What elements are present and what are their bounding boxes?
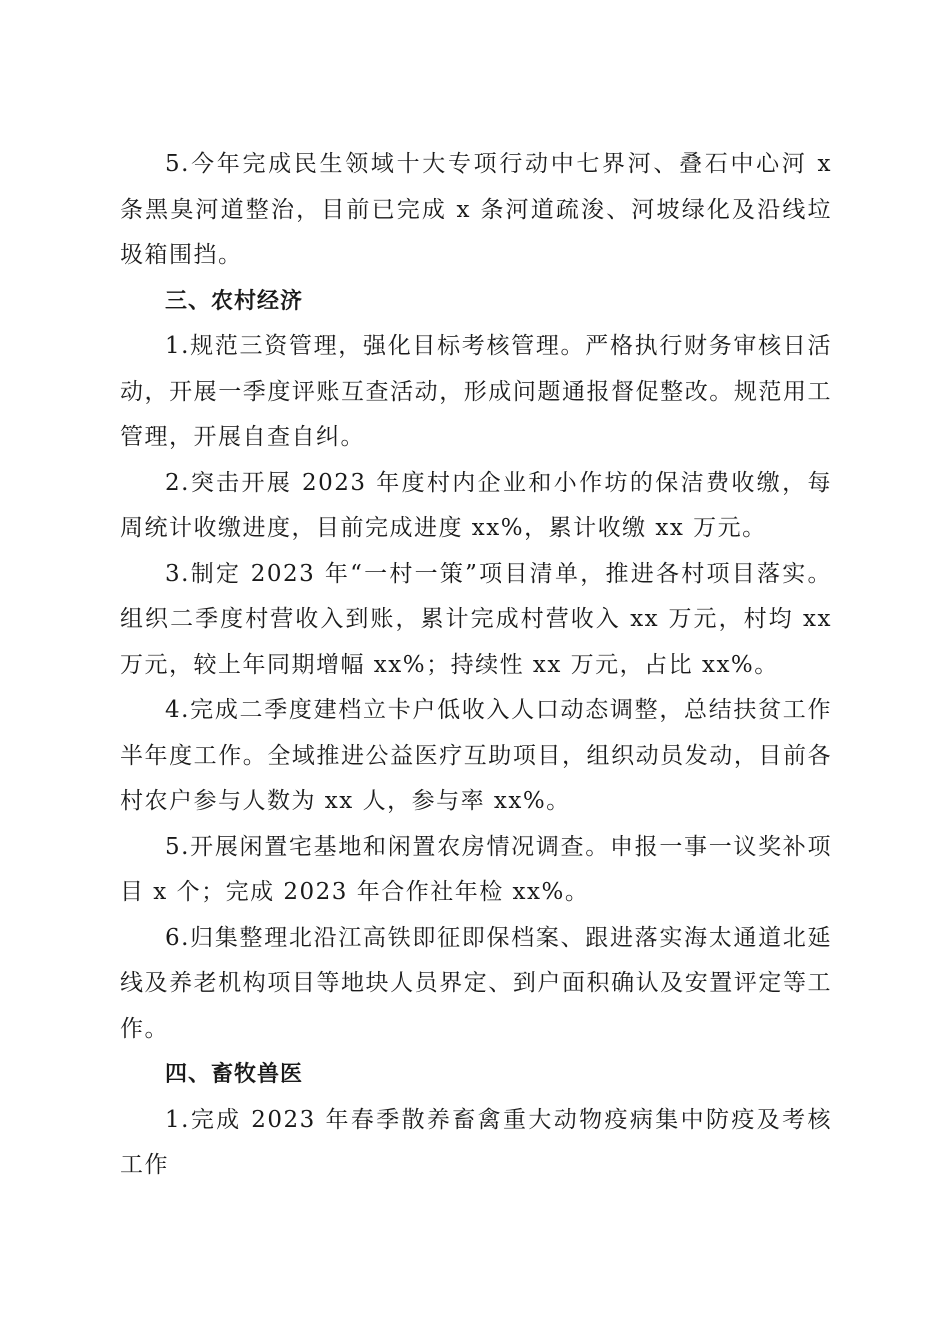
paragraph-low-income-adjustment: 4.完成二季度建档立卡户低收入人口动态调整，总结扶贫工作半年度工作。全域推进公益医疗互助项目，组织动员发动，目前各村农户参与人数为 xx 人，参与率 xx%。 — [120, 697, 832, 814]
section-heading-animal-husbandry: 四、畜牧兽医 — [165, 1062, 304, 1087]
paragraph-spring-epidemic-prevention: 1.完成 2023 年春季散养畜禽重大动物疫病集中防疫及考核工作 — [120, 1106, 832, 1178]
paragraph-one-village-one-policy: 3.制定 2023 年“一村一策”项目清单，推进各村项目落实。组织二季度村营收入到账，累计完成村营收入 xx 万元，村均 xx 万元，较上年同期增幅 xx%；持续性 xx 万元，占比 xx%。 — [120, 560, 832, 678]
paragraph-river-treatment: 5.今年完成民生领域十大专项行动中七界河、叠石中心河 x 条黑臭河道整治，目前已完成 x 条河道疏浚、河坡绿化及沿线垃圾箱围挡。 — [120, 151, 832, 268]
document-page — [120, 142, 832, 1189]
paragraph-idle-homestead-survey: 5.开展闲置宅基地和闲置农房情况调查。申报一事一议奖补项目 x 个；完成 2023 年合作社年检 xx%。 — [120, 833, 832, 905]
section-heading-rural-economy: 三、农村经济 — [165, 288, 304, 314]
paragraph-three-assets-management: 1.规范三资管理，强化目标考核管理。严格执行财务审核日活动，开展一季度评账互查活动，形成问题通报督促整改。规范用工管理，开展自查自纠。 — [120, 333, 832, 450]
paragraph-land-archive-work: 6.归集整理北沿江高铁即征即保档案、跟进落实海太通道北延线及养老机构项目等地块人员界定、到户面积确认及安置评定等工作。 — [120, 924, 832, 1042]
paragraph-cleaning-fee-collection: 2.突击开展 2023 年度村内企业和小作坊的保洁费收缴，每周统计收缴进度，目前完成进度 xx%，累计收缴 xx 万元。 — [120, 469, 832, 541]
